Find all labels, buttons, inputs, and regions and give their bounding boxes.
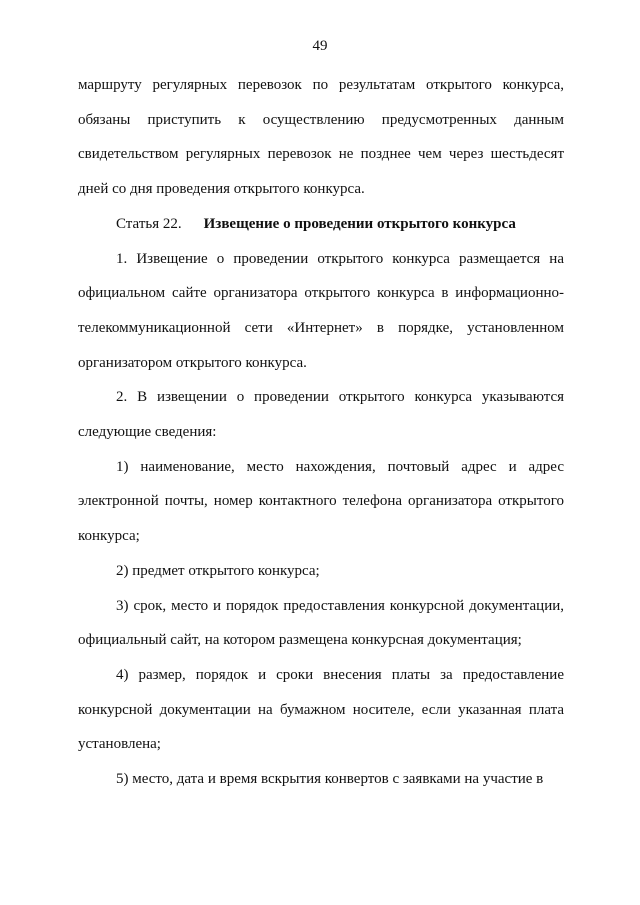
article-number: Статья 22.	[116, 215, 182, 232]
list-item-1: 1) наименование, место нахождения, почтовый адрес и адрес электронной почты, номер контактного телефона организатора открытого конкурса;	[78, 458, 564, 545]
list-item-2: 2) предмет открытого конкурса;	[116, 562, 320, 579]
article-heading	[78, 207, 564, 242]
list-item-4: 4) размер, порядок и сроки внесения платы за предоставление конкурсной документации на бумажном носителе, если указанная плата установлена;	[78, 666, 564, 753]
list-item-3: 3) срок, место и порядок предоставления конкурсной документации, официальный сайт, на котором размещена конкурсная документация;	[78, 597, 564, 649]
document-body	[78, 68, 564, 797]
page-number: 49	[312, 38, 328, 54]
paragraph-1: 1. Извещение о проведении открытого конкурса размещается на официальном сайте организатора открытого конкурса в информационно-телекоммуникационной сети «Интернет» в порядке, установленном организатором открытого конкурса.	[78, 250, 564, 371]
list-item-5: 5) место, дата и время вскрытия конвертов с заявками на участие в	[116, 771, 544, 788]
continuation-paragraph: маршруту регулярных перевозок по результатам открытого конкурса, обязаны приступить к осуществлению предусмотренных данным свидетельством регулярных перевозок не позднее чем через шестьдесят дней со дня проведения открытого конкурса.	[78, 77, 564, 198]
article-title: Извещение о проведении открытого конкурса	[203, 215, 516, 232]
paragraph-2: 2. В извещении о проведении открытого конкурса указываются следующие сведения:	[78, 389, 564, 441]
